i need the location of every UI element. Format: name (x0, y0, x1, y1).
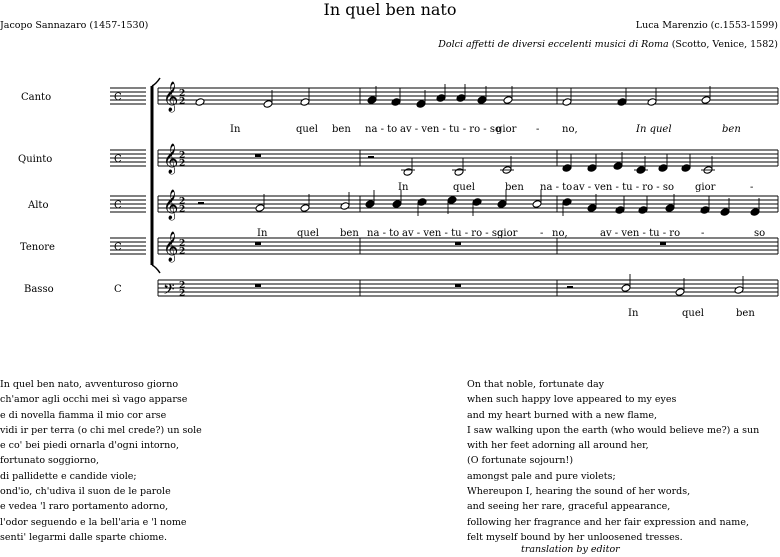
poem-line: l'odor seguendo e la bell'aria e 'l nome (0, 516, 187, 528)
whole-rest (455, 284, 461, 287)
note-head (497, 200, 507, 209)
note-head (613, 162, 623, 171)
note-head (436, 94, 446, 103)
poem-line: vidi ir per terra (o chi mel crede?) un sole (0, 424, 202, 436)
whole-rest (255, 154, 261, 157)
note-head (403, 168, 413, 177)
note-head (503, 96, 513, 105)
incipit-time-signature: C (114, 284, 122, 295)
time-signature: 2 (179, 159, 186, 169)
treble-clef-icon: 𝄞 (163, 82, 179, 112)
voice-label: Basso (24, 284, 54, 295)
note-head (195, 98, 205, 107)
incipit-staves (110, 88, 146, 256)
whole-rest (255, 242, 261, 245)
half-rest (368, 156, 374, 159)
lyric-syllable: ben (736, 308, 755, 319)
lyric-syllable: av - ven - tu - ro - so (400, 124, 501, 135)
lyric-syllable: ben (340, 228, 359, 239)
voice-labels (18, 92, 55, 295)
note-head (615, 206, 625, 215)
poem-line: amongst pale and pure violets; (467, 470, 616, 482)
time-signature: 2 (179, 239, 186, 249)
note-head (417, 198, 427, 207)
note-head (562, 198, 572, 207)
note-head (562, 98, 572, 107)
note-head (416, 100, 426, 109)
poem-line: fortunato soggiorno, (0, 455, 99, 467)
note-head (750, 208, 760, 217)
note-head (477, 96, 487, 105)
poem-english (467, 377, 759, 545)
poem-line: ond'io, ch'udiva il suon de le parole (0, 486, 171, 498)
note-head (665, 204, 675, 213)
note-head (454, 168, 464, 177)
note-head (617, 98, 627, 107)
note-head (532, 200, 542, 209)
poem-line: Whereupon I, hearing the sound of her words, (467, 486, 691, 498)
lyric-syllable: quel (297, 228, 319, 239)
time-signature: 2 (179, 89, 186, 99)
note-head (647, 98, 657, 107)
note-head (456, 94, 466, 103)
poem-line: di pallidette e candide viole; (0, 470, 137, 482)
lyric-syllable: gior (496, 124, 517, 135)
incipit-time-signature: C (114, 200, 122, 211)
lyric-syllable: na - to (367, 228, 400, 239)
lyric-syllable: quel (296, 124, 318, 135)
lyric-syllable: In (628, 308, 639, 319)
lyric-syllable: na - to (365, 124, 398, 135)
note-head (263, 100, 273, 109)
poem-line: e co' bei piedi ornarla d'ogni intorno, (0, 440, 180, 452)
lyric-syllable: gior (497, 228, 518, 239)
poem-line: and seeing her rare, graceful appearance, (467, 501, 671, 513)
lyric-syllable: - (536, 124, 540, 135)
lyric-syllable: In (398, 182, 409, 193)
poem-line: felt myself bound by her unloosened tresses. (467, 531, 683, 543)
voice-label: Alto (28, 200, 49, 211)
note-head (365, 200, 375, 209)
note-head (447, 196, 457, 205)
note-head (367, 96, 377, 105)
lyric-syllable: no, (562, 124, 578, 135)
lyric-syllable: so (754, 228, 766, 239)
note-head (392, 200, 402, 209)
lyric-syllable: - (540, 228, 544, 239)
lyric-syllable: av - ven - tu - ro - so (402, 228, 503, 239)
poem-line: On that noble, fortunate day (467, 379, 605, 390)
lyric-syllable: In (230, 124, 241, 135)
time-signature: 2 (179, 205, 186, 215)
poem-line: In quel ben nato, avventuroso giorno (0, 379, 179, 390)
lyric-syllable: ben (722, 124, 741, 135)
lyric-syllable: quel (453, 182, 475, 193)
note-head (562, 164, 572, 173)
voice-label: Quinto (18, 154, 53, 165)
lyric-syllable: quel (682, 308, 704, 319)
poem-line: e vedea 'l raro portamento adorno, (0, 501, 169, 513)
poem-line: when such happy love appeared to my eyes (467, 394, 677, 406)
whole-rest (660, 242, 666, 245)
page-title: In quel ben nato (323, 0, 457, 19)
composer-credit: Luca Marenzio (c.1553-1599) (635, 20, 778, 31)
incipit-time-signature: C (114, 92, 122, 103)
note-head (638, 206, 648, 215)
lyric-syllable: na - to (540, 182, 573, 193)
source-title: Dolci affetti de diversi eccelenti musici di Roma (438, 39, 669, 50)
note-head (681, 164, 691, 173)
poem-italian (0, 377, 202, 545)
note-head (587, 164, 597, 173)
note-head (621, 284, 631, 293)
incipit-time-signature: C (114, 154, 122, 165)
poem-line: (O fortunate sojourn!) (467, 455, 574, 467)
bass-clef-icon: 𝄢 (163, 281, 175, 302)
whole-rest (255, 284, 261, 287)
poem-line: I saw walking upon the earth (who would believe me?) a sun (467, 424, 760, 436)
time-signature: 2 (179, 247, 186, 257)
incipit-time-signature: C (114, 242, 122, 253)
note-head (255, 204, 265, 213)
note-head (472, 198, 482, 207)
poem-line: with her feet adorning all around her, (467, 440, 649, 452)
note-head (587, 204, 597, 213)
poem-line: and my heart burned with a new flame, (467, 409, 657, 421)
half-rest (567, 286, 573, 289)
note-head (720, 208, 730, 217)
lyric-syllable: ben (332, 124, 351, 135)
time-signature: 2 (179, 289, 186, 299)
lyric-syllable: In (257, 228, 268, 239)
note-head (391, 98, 401, 107)
note-head (675, 288, 685, 297)
lyric-syllable: av - ven - tu - ro (600, 228, 681, 239)
poem-line: senti' legarmi dalle sparte chiome. (0, 531, 168, 543)
lyric-syllable: In quel (636, 124, 672, 135)
voice-label: Canto (21, 92, 52, 103)
lyrics (230, 124, 765, 319)
poem-line: ch'amor agli occhi mei sì vago apparse (0, 394, 188, 406)
treble-clef-icon: 𝄞 (163, 232, 179, 262)
treble-clef-icon: 𝄞 (163, 144, 179, 174)
note-head (300, 98, 310, 107)
note-head (701, 96, 711, 105)
poem-line: e di novella fiamma il mio cor arse (0, 409, 167, 421)
lyric-syllable: - (750, 182, 754, 193)
time-signature: 2 (179, 151, 186, 161)
lyric-syllable: gior (695, 182, 716, 193)
lyric-syllable: - (701, 228, 705, 239)
lyric-syllable: av - ven - tu - ro - so (573, 182, 674, 193)
source-publisher: (Scotto, Venice, 1582) (668, 39, 778, 50)
poet-credit: Jacopo Sannazaro (1457-1530) (0, 20, 149, 31)
note-head (300, 204, 310, 213)
translator-credit: translation by editor (521, 544, 620, 555)
time-signature: 2 (179, 281, 186, 291)
lyric-syllable: ben (505, 182, 524, 193)
half-rest (198, 202, 204, 205)
whole-rest (455, 242, 461, 245)
lyric-syllable: no, (552, 228, 568, 239)
time-signature: 2 (179, 97, 186, 107)
note-head (734, 286, 744, 295)
note-head (658, 164, 668, 173)
poem-line: following her fragrance and her fair expression and name, (467, 516, 749, 528)
time-signature: 2 (179, 197, 186, 207)
note-head (700, 206, 710, 215)
voice-label: Tenore (20, 242, 55, 253)
note-head (340, 202, 350, 211)
treble-clef-icon: 𝄞 (163, 190, 179, 220)
